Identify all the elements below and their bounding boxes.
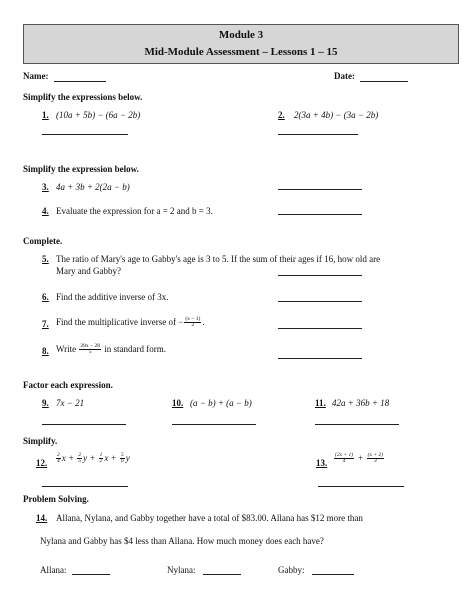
module-title: Module 3 bbox=[218, 29, 264, 41]
fraction-numerator: (2x + 1) bbox=[335, 452, 354, 459]
fraction-denominator: 4 bbox=[57, 458, 60, 465]
question-text: Mary and Gabby? bbox=[56, 266, 121, 276]
fraction bbox=[77, 453, 82, 464]
section-heading: Simplify. bbox=[23, 436, 58, 446]
question-text: 2(3a + 4b) − (3a − 2b) bbox=[294, 110, 379, 120]
fraction-denominator: 5 bbox=[88, 349, 92, 356]
answer-line[interactable] bbox=[315, 424, 399, 425]
expression-term: y + bbox=[83, 453, 96, 463]
question-number: 14. bbox=[36, 513, 48, 523]
name-label: Name: bbox=[23, 71, 49, 81]
date-field[interactable] bbox=[360, 81, 408, 82]
fraction bbox=[56, 453, 61, 464]
question-text: 7x − 21 bbox=[56, 398, 85, 408]
answer-line[interactable] bbox=[318, 486, 404, 487]
question-text bbox=[56, 344, 166, 355]
nylana-answer-line[interactable] bbox=[203, 574, 241, 575]
fraction-numerator: 2 bbox=[57, 452, 60, 459]
question-text: Nylana and Gabby has $4 less than Allana. How much money does each have? bbox=[40, 536, 324, 546]
fraction-denominator: 6 bbox=[120, 458, 124, 465]
expression-term: y bbox=[125, 453, 130, 463]
question-text bbox=[56, 317, 205, 328]
question-number: 3. bbox=[42, 182, 49, 192]
answer-line[interactable] bbox=[278, 189, 362, 190]
question-text-part: . bbox=[202, 317, 205, 327]
question-text: (10a + 5b) − (6a − 2b) bbox=[56, 110, 141, 120]
question-text: 42a + 36b + 18 bbox=[332, 398, 390, 408]
fraction bbox=[79, 344, 101, 355]
section-heading: Simplify the expressions below. bbox=[23, 92, 143, 102]
question-text-part: Write bbox=[56, 344, 77, 354]
nylana-label: Nylana: bbox=[167, 565, 196, 575]
question-text: Evaluate the expression for a = 2 and b = 3. bbox=[56, 206, 213, 216]
question-text: Find the additive inverse of 3x. bbox=[56, 292, 169, 302]
answer-line[interactable] bbox=[278, 358, 362, 359]
operator: + bbox=[357, 453, 364, 463]
assessment-subtitle: Mid-Module Assessment – Lessons 1 – 15 bbox=[144, 46, 338, 58]
allana-answer-line[interactable] bbox=[72, 574, 110, 575]
answer-line[interactable] bbox=[42, 486, 128, 487]
question-number: 9. bbox=[42, 398, 49, 408]
question-number: 13. bbox=[316, 458, 328, 468]
question-number: 2. bbox=[278, 110, 285, 120]
question-text: (a − b) + (a − b) bbox=[190, 398, 252, 408]
answer-line[interactable] bbox=[278, 301, 362, 302]
question-number: 10. bbox=[172, 398, 184, 408]
answer-line[interactable] bbox=[278, 328, 362, 329]
name-field[interactable] bbox=[54, 81, 106, 82]
allana-label: Allana: bbox=[40, 565, 67, 575]
section-heading: Problem Solving. bbox=[23, 494, 89, 504]
question-expression bbox=[333, 453, 385, 464]
question-number: 11. bbox=[315, 398, 326, 408]
gabby-answer-line[interactable] bbox=[312, 574, 354, 575]
question-number: 7. bbox=[42, 319, 49, 329]
section-heading: Factor each expression. bbox=[23, 380, 113, 390]
answer-line[interactable] bbox=[42, 424, 126, 425]
answer-line[interactable] bbox=[172, 424, 256, 425]
question-number: 6. bbox=[42, 292, 49, 302]
expression-term: x + bbox=[104, 453, 117, 463]
question-number: 4. bbox=[42, 206, 49, 216]
answer-line[interactable] bbox=[278, 214, 362, 215]
gabby-label: Gabby: bbox=[278, 565, 305, 575]
fraction bbox=[120, 453, 125, 464]
fraction-denominator: 4 bbox=[342, 458, 346, 465]
fraction-numerator: (x − 1) bbox=[185, 316, 201, 323]
question-number: 12. bbox=[36, 458, 48, 468]
question-text-part: in standard form. bbox=[104, 344, 166, 354]
answer-line[interactable] bbox=[278, 275, 362, 276]
section-heading: Simplify the expression below. bbox=[23, 164, 139, 174]
fraction bbox=[367, 453, 384, 464]
fraction-numerator: 1 bbox=[99, 452, 103, 459]
fraction-numerator: 28x − 28 bbox=[80, 343, 100, 350]
fraction bbox=[99, 453, 104, 464]
header-box bbox=[23, 24, 459, 64]
question-number: 8. bbox=[42, 346, 49, 356]
expression-term: x + bbox=[61, 453, 75, 463]
date-label: Date: bbox=[334, 71, 355, 81]
question-number: 1. bbox=[42, 110, 49, 120]
question-text: 4a + 3b + 2(2a − b) bbox=[56, 182, 130, 192]
fraction-denominator: 2 bbox=[191, 322, 195, 329]
question-number: 5. bbox=[42, 254, 49, 264]
question-text: Allana, Nylana, and Gabby together have a total of $83.00. Allana has $12 more than bbox=[56, 513, 363, 523]
fraction-numerator: 2 bbox=[78, 452, 82, 459]
section-heading: Complete. bbox=[23, 236, 63, 246]
question-text-part: Find the multiplicative inverse of − bbox=[56, 317, 184, 327]
question-text: The ratio of Mary's age to Gabby's age is 3 to 5. If the sum of their ages if 16, how old are bbox=[56, 254, 381, 264]
fraction bbox=[184, 317, 201, 328]
fraction-denominator: 3 bbox=[373, 458, 377, 465]
fraction-denominator: 2 bbox=[99, 458, 103, 465]
answer-line[interactable] bbox=[42, 134, 128, 135]
fraction-numerator: (x + 2) bbox=[367, 452, 383, 459]
answer-line[interactable] bbox=[278, 134, 358, 135]
fraction bbox=[334, 453, 354, 464]
fraction-numerator: 5 bbox=[120, 452, 124, 459]
fraction-denominator: 5 bbox=[78, 458, 82, 465]
question-expression bbox=[55, 453, 130, 464]
